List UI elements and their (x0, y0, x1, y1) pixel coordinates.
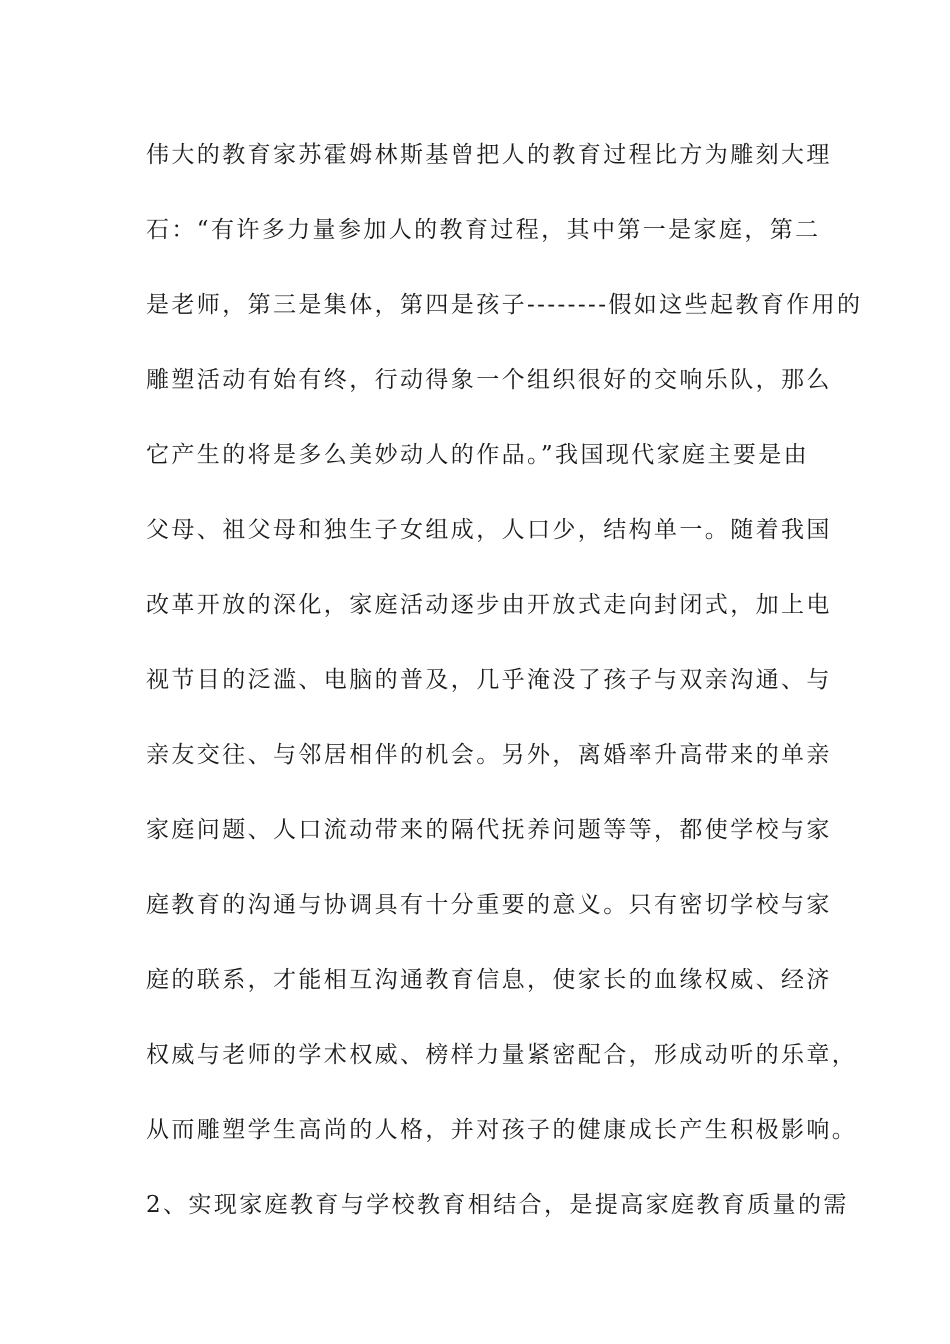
text-line: 改革开放的深化，家庭活动逐步由开放式走向封闭式，加上电 (146, 592, 832, 618)
text-line: 伟大的教育家苏霍姆林斯基曾把人的教育过程比方为雕刻大理 (146, 142, 832, 168)
text-line: 是老师，第三是集体，第四是孩子--------假如这些起教育作用的 (146, 292, 863, 318)
text-line: 父母、祖父母和独生子女组成，人口少，结构单一。随着我国 (146, 517, 832, 543)
text-line: 庭教育的沟通与协调具有十分重要的意义。只有密切学校与家 (146, 892, 832, 918)
text-line: 石：“有许多力量参加人的教育过程，其中第一是家庭，第二 (146, 217, 821, 243)
body-text (146, 130, 863, 1255)
text-line: 它产生的将是多么美妙动人的作品。”我国现代家庭主要是由 (146, 442, 810, 468)
text-line: 庭的联系，才能相互沟通教育信息，使家长的血缘权威、经济 (146, 967, 832, 993)
text-line: 家庭问题、人口流动带来的隔代抚养问题等等，都使学校与家 (146, 817, 832, 843)
text-line: 权威与老师的学术权威、榜样力量紧密配合，形成动听的乐章， (146, 1042, 858, 1068)
text-line: 从而雕塑学生高尚的人格，并对孩子的健康成长产生积极影响。 (146, 1117, 858, 1143)
text-line: 雕塑活动有始有终，行动得象一个组织很好的交响乐队，那么 (146, 367, 832, 393)
text-line: 亲友交往、与邻居相伴的机会。另外，离婚率升高带来的单亲 (146, 742, 832, 768)
text-line: 视节目的泛滥、电脑的普及，几乎淹没了孩子与双亲沟通、与 (146, 667, 832, 693)
text-line: 2、实现家庭教育与学校教育相结合，是提高家庭教育质量的需 (146, 1192, 849, 1218)
